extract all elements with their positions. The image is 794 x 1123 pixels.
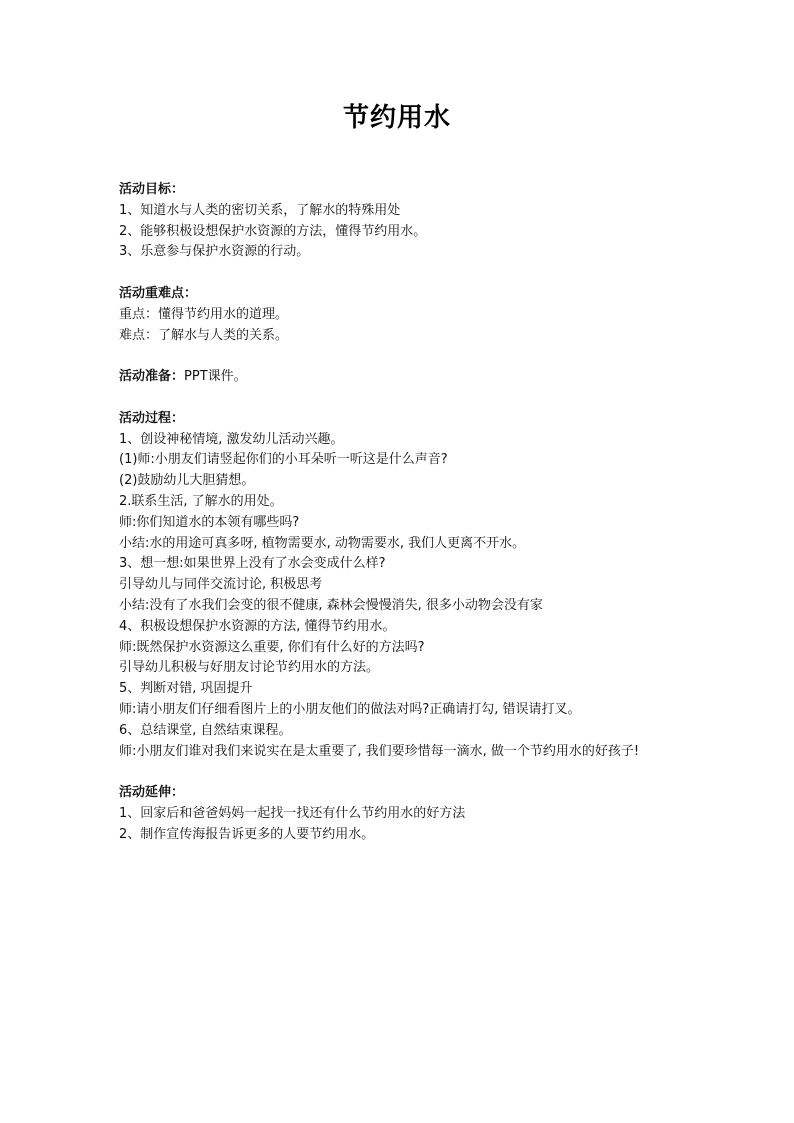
- process-item: 师:既然保护水资源这么重要, 你们有什么好的方法吗?: [119, 639, 425, 655]
- goals-heading: 活动目标：: [119, 182, 185, 197]
- goal-item: 2、能够积极设想保护水资源的方法，懂得节约用水。: [119, 223, 427, 239]
- preparation-label: 活动准备：: [119, 369, 185, 385]
- preparation-line: [119, 367, 679, 388]
- process-section: [119, 409, 679, 763]
- key-point-item: 重点：懂得节约用水的道理。: [119, 306, 289, 322]
- goal-item: 3、乐意参与保护水资源的行动。: [119, 244, 310, 260]
- document-title: 节约用水: [342, 103, 451, 133]
- goal-item: 1、知道水与人类的密切关系，了解水的特殊用处: [119, 202, 401, 218]
- process-item: (1)师:小朋友们请竖起你们的小耳朵听一听这是什么声音?: [119, 452, 448, 468]
- extension-heading: 活动延伸：: [119, 785, 185, 801]
- process-item: 引导幼儿积极与好朋友讨论节约用水的方法。: [119, 660, 380, 676]
- document-content: [119, 180, 679, 866]
- process-item: 引导幼儿与同伴交流讨论, 积极思考: [119, 577, 323, 593]
- process-item: 4、积极设想保护水资源的方法, 懂得节约用水。: [119, 618, 396, 634]
- key-point-item: 难点：了解水与人类的关系。: [119, 327, 289, 343]
- process-item: 师:你们知道水的本领有哪些吗?: [119, 514, 300, 530]
- process-item: 1、创设神秘情境, 激发幼儿活动兴趣。: [119, 431, 344, 447]
- process-item: 小结:水的用途可真多呀, 植物需要水, 动物需要水, 我们人更离不开水。: [119, 535, 526, 551]
- process-item: 小结:没有了水我们会变的很不健康, 森林会慢慢消失, 很多小动物会没有家: [119, 597, 543, 613]
- process-item: 师:请小朋友们仔细看图片上的小朋友他们的做法对吗?正确请打勾, 错误请打叉。: [119, 701, 581, 717]
- key-points-section: [119, 284, 679, 346]
- process-item: 5、判断对错, 巩固提升: [119, 681, 253, 697]
- process-heading: 活动过程：: [119, 410, 185, 426]
- goals-section: [119, 180, 679, 263]
- preparation-value: PPT课件。: [184, 369, 247, 385]
- process-item: 3、想一想:如果世界上没有了水会变成什么样?: [119, 556, 386, 572]
- process-item: 师:小朋友们谁对我们来说实在是太重要了, 我们要珍惜每一滴水, 做一个节约用水的好孩子!: [119, 743, 640, 759]
- extension-section: [119, 783, 679, 845]
- process-item: 2.联系生活, 了解水的用处。: [119, 493, 283, 509]
- process-item: (2)鼓励幼儿大胆猜想。: [119, 473, 255, 489]
- preparation-section: [119, 367, 679, 388]
- extension-item: 1、回家后和爸爸妈妈一起找一找还有什么节约用水的好方法: [119, 805, 466, 821]
- process-item: 6、总结课堂, 自然结束课程。: [119, 722, 292, 738]
- key-points-heading: 活动重难点：: [119, 285, 198, 301]
- extension-item: 2、制作宣传海报告诉更多的人要节约用水。: [119, 826, 375, 842]
